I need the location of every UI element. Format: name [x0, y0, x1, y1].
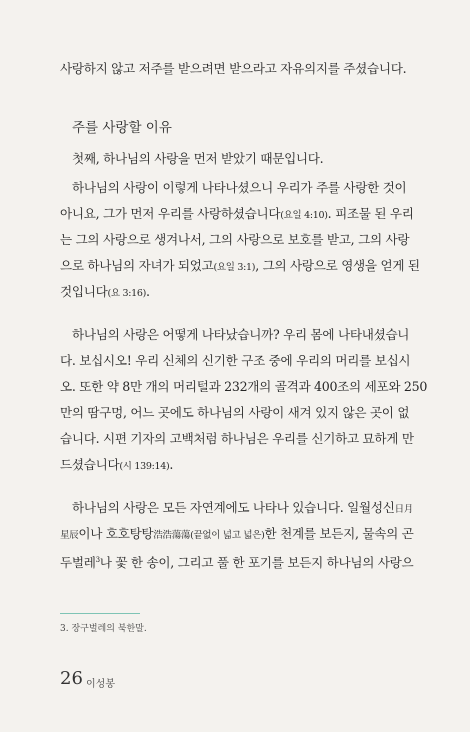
text-line: 만의 땀구멍, 어느 곳에도 하나님의 사랑이 새겨 있지 않은 곳이 없 [60, 405, 410, 420]
footnote: 3. 장구벌레의 북한말. [60, 624, 147, 634]
scripture-reference: (요일 3:1) [213, 262, 256, 273]
hanja-annotation: 浩浩蕩蕩(끝없이 넓고 넓은) [153, 530, 265, 541]
body-text-top [60, 56, 430, 82]
scripture-reference: (요 3:16) [107, 288, 147, 299]
text-line [60, 521, 430, 547]
text-line: 하나님의 사랑이 이렇게 나타나셨으니 우리가 주를 사랑한 것이 [72, 180, 407, 195]
text-line [60, 253, 430, 279]
footnote-marker: 3 [95, 556, 100, 564]
text-line: 첫째, 하나님의 사랑을 먼저 받았기 때문입니다. [72, 151, 324, 166]
page-number: 26 [60, 668, 83, 689]
text-segment: 아니요, 그가 먼저 우리를 사랑하셨습니다 [60, 206, 281, 221]
scripture-reference: (요일 4:10) [280, 210, 328, 221]
text-segment: , 그의 사랑으로 영생을 얻게 된 [255, 258, 420, 273]
text-line: 사랑하지 않고 저주를 받으려면 받으라고 자유의지를 주셨습니다. [60, 61, 407, 76]
text-segment: 한 천계를 보든지, 물속의 곤 [264, 526, 414, 541]
text-line [60, 547, 430, 573]
paragraph-2 [60, 175, 430, 305]
paragraph-3 [60, 322, 430, 478]
section-heading: 주를 사랑할 이유 [72, 120, 172, 136]
text-segment: 것입니다 [60, 284, 108, 299]
text-line [60, 452, 430, 478]
text-line: 는 그의 사랑으로 생겨나서, 그의 사랑으로 보호를 받고, 그의 사랑 [60, 232, 410, 247]
paragraph-4 [60, 495, 430, 573]
text-segment: 나 꽃 한 송이, 그리고 풀 한 포기를 보든지 하나님의 사랑으 [99, 555, 414, 571]
scripture-reference: (시 139:14) [119, 461, 170, 472]
text-segment: 두벌레 [60, 555, 96, 571]
text-segment: . [146, 284, 150, 299]
hanja-annotation: 日月 [394, 504, 413, 515]
text-line: 오. 또한 약 8만 개의 머리털과 232개의 골격과 400조의 세포와 250 [60, 379, 428, 394]
text-segment: . [169, 457, 174, 472]
text-segment: 이나 호호탕탕 [78, 526, 154, 541]
text-line [60, 279, 430, 305]
paragraph-1 [60, 146, 430, 172]
text-line [60, 201, 430, 227]
footnote-divider [60, 613, 140, 614]
text-segment: 하나님의 사랑은 모든 자연계에도 나타나 있습니다. 일월성신 [72, 500, 395, 515]
text-segment: . 피조물 된 우리 [327, 206, 414, 221]
text-line: 습니다. 시편 기자의 고백처럼 하나님은 우리를 신기하고 묘하게 만 [60, 431, 414, 446]
text-line [60, 495, 430, 521]
running-head: 이성봉 [86, 679, 115, 690]
text-line: 다. 보십시오! 우리 신체의 신기한 구조 중에 우리의 머리를 보십시 [60, 353, 411, 368]
text-line: 하나님의 사랑은 어떻게 나타났습니까? 우리 몸에 나타내셨습니 [72, 327, 410, 342]
text-segment: 드셨습니다 [60, 457, 120, 472]
text-segment: 으로 하나님의 자녀가 되었고 [60, 258, 214, 273]
hanja-annotation: 星辰 [60, 530, 79, 541]
